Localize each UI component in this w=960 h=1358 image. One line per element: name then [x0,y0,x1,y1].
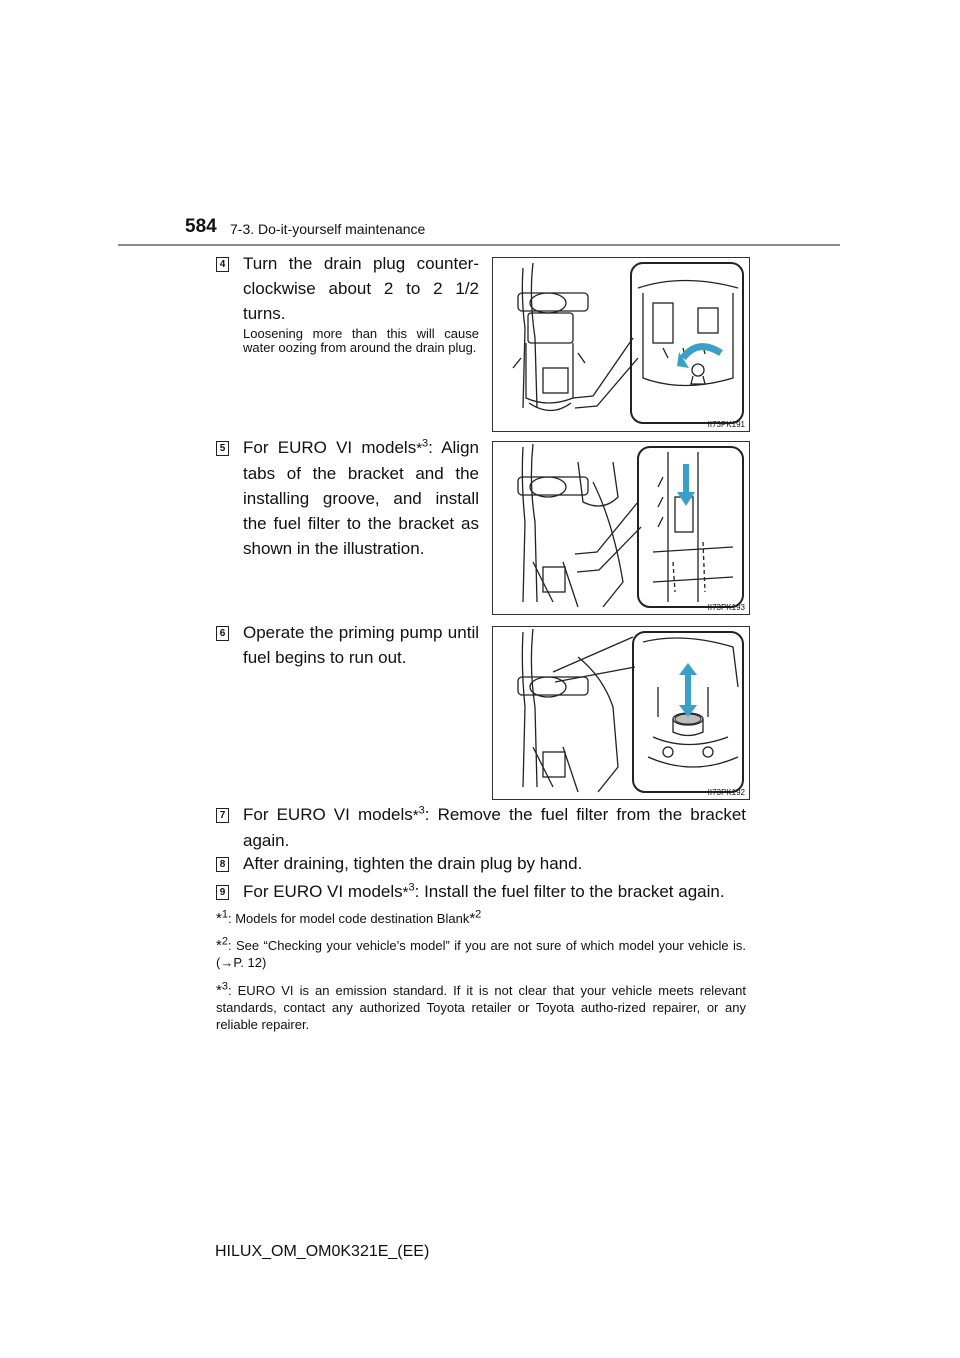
step-6-text: Operate the priming pump until fuel begins to run out. [243,623,479,667]
document-code: HILUX_OM_OM0K321E_(EE) [215,1243,430,1260]
step-5-prefix: For EURO VI models [243,438,417,457]
step-8-text: After draining, tighten the drain plug by hand. [243,854,583,873]
bracket-illustration [493,442,749,614]
figure-code: II73PK192 [707,788,745,797]
step-9-prefix: For EURO VI models [243,882,403,901]
footnote-mark: * [416,440,423,457]
page-number: 584 [185,216,217,237]
header-rule [118,244,840,246]
figure-drain-plug [492,257,750,432]
step-number-4: 4 [216,257,229,272]
footnote-2: *$^2$: See “Checking your vehicle’s model” if you are not sure of which model your vehicle is. (→P. 12) [216,935,746,970]
step-number-6: 6 [216,626,229,641]
step-7-prefix: For EURO VI models [243,805,413,824]
figure-bracket [492,441,750,615]
priming-pump-illustration [493,627,749,799]
step-5-text [243,435,479,561]
section-title: 7-3. Do-it-yourself maintenance [230,221,426,237]
step-number-8: 8 [216,857,229,872]
step-number-7: 7 [216,808,229,823]
step-number-9: 9 [216,885,229,900]
step-9-suffix: : Install the fuel filter to the bracket again. [414,882,725,901]
figure-code: II73PK193 [707,603,745,612]
step-7-sup: 3 [418,804,425,817]
step-9-sup: 3 [408,881,415,894]
step-number-5: 5 [216,441,229,456]
step-4-note: Loosening more than this will cause water oozing from around the drain plug. [243,326,479,355]
footnote-mark: * [402,884,409,901]
step-7-suffix: : Remove the fuel filter from the bracket again. [243,805,746,850]
figure-code: II73PK191 [707,420,745,429]
step-5-suffix: : Align tabs of the bracket and the installing groove, and install the fuel filter to the bracket as shown in the illustration. [243,438,479,558]
step-4-text: Turn the drain plug counter-clockwise about 2 to 2 1/2 turns. [243,254,479,323]
figure-priming-pump [492,626,750,800]
step-9-text [243,879,746,905]
footnote-1: *$^1$: Models for model code destination Blank*$^2$ [216,908,482,927]
step-5-sup: 3 [422,437,429,450]
step-7-text [243,802,746,853]
footnote-3: *$^3$: EURO VI is an emission standard. If it is not clear that your vehicle meets relevant standards, contact any authorized Toyota retailer or Toyota autho-rized repairer, or any reliable repairer. [216,980,746,1032]
footnote-mark: * [412,807,419,824]
drain-plug-illustration [493,258,749,431]
